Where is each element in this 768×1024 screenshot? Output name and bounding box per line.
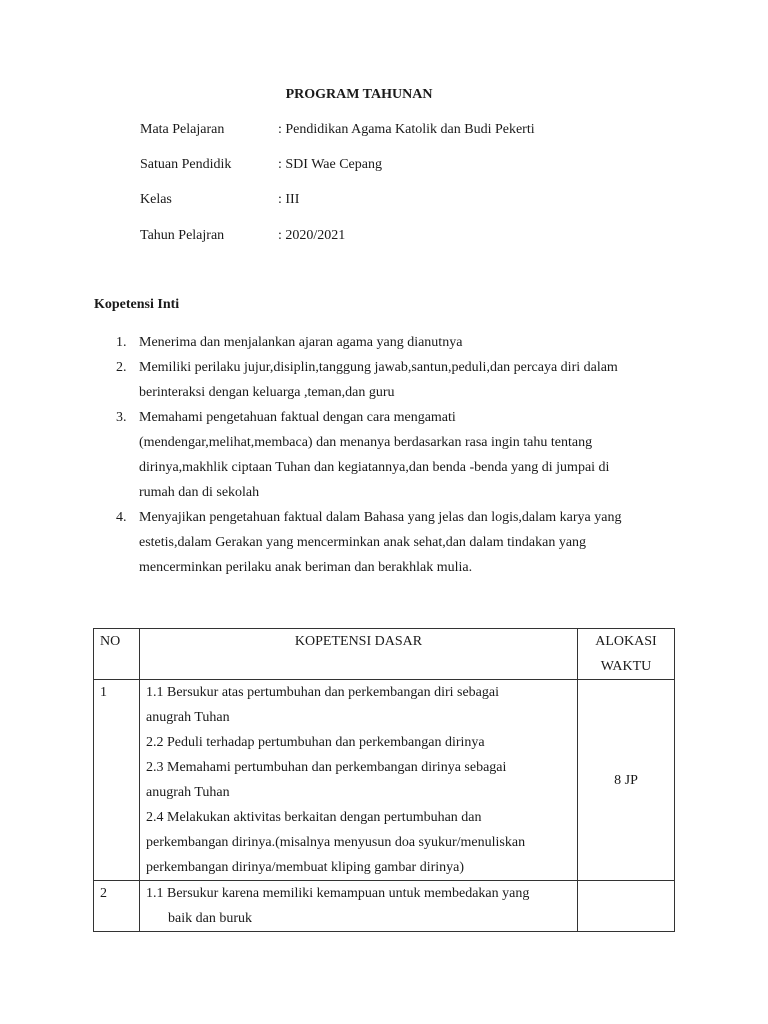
list-number: 3. [116, 410, 127, 425]
list-line: Menerima dan menjalankan ajaran agama yang dianutnya [139, 335, 463, 350]
meta-value: : III [278, 192, 300, 207]
header-alokasi-waktu [578, 629, 675, 680]
list-number: 2. [116, 360, 127, 375]
list-line: dirinya,makhlik ciptaan Tuhan dan kegiatannya,dan benda -benda yang di jumpai di [139, 460, 610, 475]
list-number: 4. [116, 510, 127, 525]
list-item [94, 405, 684, 505]
list-number: 1. [116, 335, 127, 350]
meta-label: Tahun Pelajran [140, 228, 225, 243]
list-line: Memahami pengetahuan faktual dengan cara mengamati [139, 410, 456, 425]
list-line: Menyajikan pengetahuan faktual dalam Bahasa yang jelas dan logis,dalam karya yang [139, 510, 622, 525]
row-kompetensi-dasar [140, 881, 578, 932]
meta-value: : SDI Wae Cepang [278, 157, 382, 172]
header-alokasi-line: ALOKASI [595, 634, 657, 649]
row-alokasi-waktu [578, 881, 675, 932]
kd-line: 2.4 Melakukan aktivitas berkaitan dengan pertumbuhan dan [146, 810, 482, 825]
kompetensi-dasar-table [93, 628, 675, 932]
kd-line: 2.2 Peduli terhadap pertumbuhan dan perkembangan dirinya [146, 735, 485, 750]
kd-line: perkembangan dirinya/membuat kliping gambar dirinya) [146, 860, 465, 875]
kd-line: anugrah Tuhan [146, 710, 230, 725]
list-line: rumah dan di sekolah [139, 485, 260, 500]
header-kompetensi-dasar: KOPETENSI DASAR [140, 629, 578, 680]
list-line: mencerminkan perilaku anak beriman dan berakhlak mulia. [139, 560, 473, 575]
row-alokasi-waktu: 8 JP [578, 680, 675, 881]
meta-value: : Pendidikan Agama Katolik dan Budi Pekerti [278, 122, 535, 137]
meta-label: Kelas [140, 192, 172, 207]
table-header-row [94, 629, 675, 680]
header-waktu-line: WAKTU [600, 659, 652, 674]
list-line: berinteraksi dengan keluarga ,teman,dan guru [139, 385, 395, 400]
kd-line: perkembangan dirinya.(misalnya menyusun doa syukur/menuliskan [146, 835, 526, 850]
list-line: (mendengar,melihat,membaca) dan menanya berdasarkan rasa ingin tahu tentang [139, 435, 593, 450]
list-line: estetis,dalam Gerakan yang mencerminkan anak sehat,dan dalam tindakan yang [139, 535, 587, 550]
meta-label: Satuan Pendidik [140, 157, 232, 172]
kompetensi-inti-heading: Kopetensi Inti [94, 297, 180, 312]
table-row [94, 680, 675, 881]
row-number: 2 [94, 881, 140, 932]
meta-label: Mata Pelajaran [140, 122, 225, 137]
kompetensi-inti-list [94, 330, 684, 580]
page-title: PROGRAM TAHUNAN [285, 87, 433, 102]
header-no: NO [94, 629, 140, 680]
kd-line: 1.1 Bersukur atas pertumbuhan dan perkembangan diri sebagai [146, 685, 500, 700]
table-row [94, 881, 675, 932]
row-kompetensi-dasar [140, 680, 578, 881]
list-item [94, 330, 684, 355]
row-number: 1 [94, 680, 140, 881]
kd-line: 1.1 Bersukur karena memiliki kemampuan untuk membedakan yang [146, 886, 530, 901]
kd-line: baik dan buruk [168, 911, 252, 926]
kd-line: 2.3 Memahami pertumbuhan dan perkembangan dirinya sebagai [146, 760, 507, 775]
list-item [94, 355, 684, 405]
kd-line: anugrah Tuhan [146, 785, 230, 800]
list-line: Memiliki perilaku jujur,disiplin,tanggung jawab,santun,peduli,dan percaya diri dalam [139, 360, 618, 375]
meta-value: : 2020/2021 [278, 228, 346, 243]
list-item [94, 505, 684, 580]
